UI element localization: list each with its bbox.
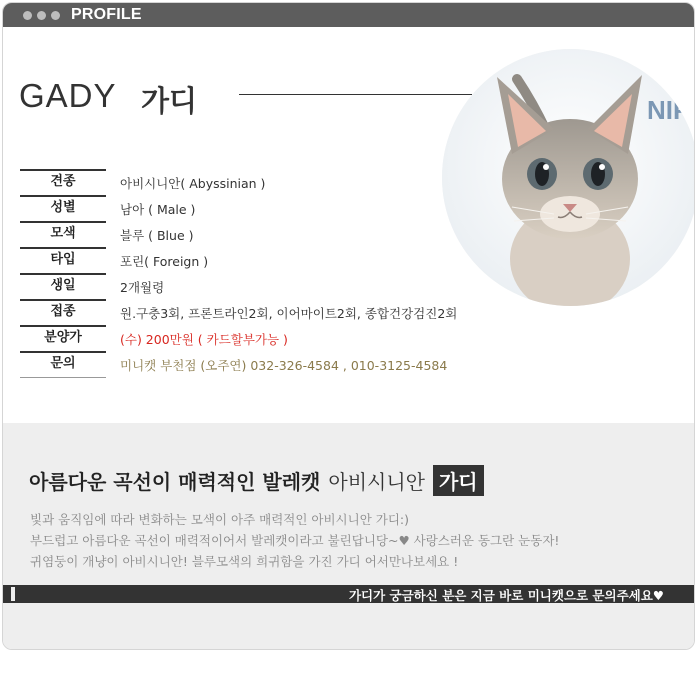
header-title: PROFILE	[71, 6, 142, 23]
cta-bar	[3, 585, 694, 603]
profile-value: 블루 ( Blue )	[120, 228, 194, 243]
profile-label: 견종	[20, 169, 106, 196]
profile-label: 분양가	[20, 325, 106, 352]
header-bar	[3, 3, 694, 27]
dots-icon	[23, 11, 60, 20]
cta-stripe	[11, 587, 15, 601]
promo-line: 빛과 움직임에 따라 변화하는 모색이 아주 매력적인 아비시니안 가디:)	[30, 512, 409, 527]
profile-label: 생일	[20, 273, 106, 300]
korean-name: 가디	[141, 84, 198, 118]
profile-value: 2개월령	[120, 280, 165, 295]
contact-value: 미니캣 부천점 (오주연) 032-326-4584 , 010-3125-4584	[120, 358, 448, 373]
promo-line: 부드럽고 아름다운 곡선이 매력적이어서 발레캣이라고 불린답니당~♥ 사랑스러운 동그란 눈동자!	[30, 533, 560, 548]
promo-headline-light: 아비시니안	[328, 470, 425, 494]
profile-value: 포린( Foreign )	[120, 254, 209, 269]
cta-text: 가디가 궁금하신 분은 지금 바로 미니캣으로 문의주세요♥	[348, 588, 664, 603]
promo-headline-bold: 아름다운 곡선이 매력적인 발레캣	[29, 470, 321, 494]
kitten-photo	[442, 49, 695, 306]
promo-headline	[29, 465, 484, 496]
profile-card	[2, 2, 695, 650]
svg-text:NIP: NIP	[647, 95, 691, 125]
promo-name-tag: 가디	[433, 465, 484, 496]
promo-section	[3, 423, 694, 650]
profile-value: 원.구충3회, 프론트라인2회, 이어마이트2회, 종합건강검진2회	[120, 306, 458, 321]
profile-value: 남아 ( Male )	[120, 202, 196, 217]
profile-label: 타입	[20, 247, 106, 274]
title-divider	[239, 94, 472, 95]
profile-value: 아비시니안( Abyssinian )	[120, 176, 266, 191]
price-value: (수) 200만원 ( 카드할부가능 )	[120, 332, 288, 347]
profile-label: 문의	[20, 351, 106, 378]
profile-label: 접종	[20, 299, 106, 326]
promo-line: 귀염둥이 개냥이 아비시니안! 블루모색의 희귀함을 가진 가디 어서만나보세요 !	[30, 554, 459, 569]
english-name: GADY	[19, 77, 117, 114]
profile-label: 성별	[20, 195, 106, 222]
profile-label: 모색	[20, 221, 106, 248]
promo-description	[30, 509, 559, 572]
